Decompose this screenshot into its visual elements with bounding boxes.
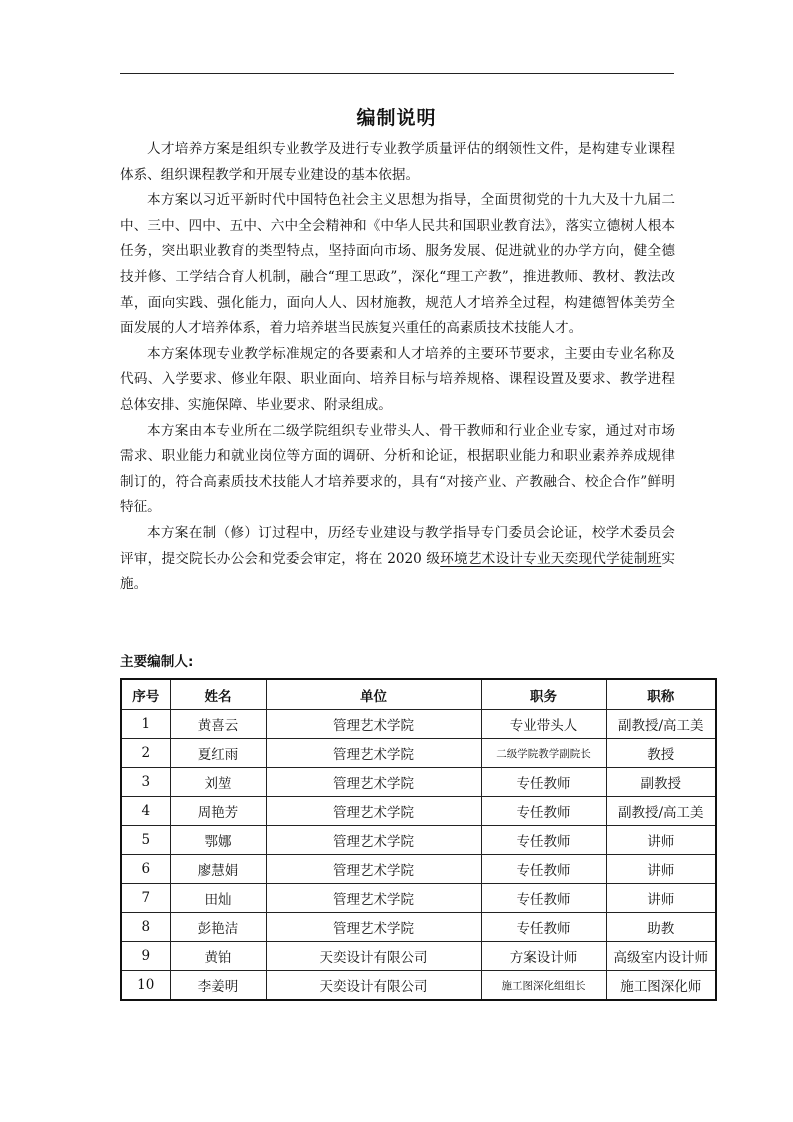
- cell-post: 二级学院教学副院长: [481, 739, 606, 768]
- cell-no: 5: [121, 826, 170, 855]
- cell-name: 鄂娜: [170, 826, 266, 855]
- cell-no: 4: [121, 797, 170, 826]
- cell-title: 助教: [606, 913, 716, 942]
- cell-no: 7: [121, 884, 170, 913]
- header-post: 职务: [481, 679, 606, 710]
- paragraph-3: 本方案体现专业教学标准规定的各要素和人才培养的主要环节要求，主要由专业名称及代码、入学要求、修业年限、职业面向、培养目标与培养规格、课程设置及要求、教学进程总体安排、实施保障、毕业要求、附录组成。: [120, 345, 675, 413]
- header-no: 序号: [121, 679, 170, 710]
- cell-name: 刘堃: [170, 768, 266, 797]
- cell-title: 施工图深化师: [606, 971, 716, 1001]
- header-unit: 单位: [266, 679, 481, 710]
- cell-name: 黄铂: [170, 942, 266, 971]
- cell-post: 专任教师: [481, 797, 606, 826]
- cell-post: 专任教师: [481, 768, 606, 797]
- cell-title: 讲师: [606, 826, 716, 855]
- cell-unit: 天奕设计有限公司: [266, 971, 481, 1001]
- cell-unit: 管理艺术学院: [266, 710, 481, 739]
- paragraph-2: 本方案以习近平新时代中国特色社会主义思想为指导，全面贯彻党的十九大及十九届二中、三中、四中、五中、六中全会精神和《中华人民共和国职业教育法》，落实立德树人根本任务，突出职业教育的类型特点，坚持面向市场、服务发展、促进就业的办学方向，健全德技并修、工学结合育人机制，融合“理工思政”，深化“理工产教”，推进教师、教材、教法改革，面向实践、强化能力，面向人人、因材施教，规范人才培养全过程，构建德智体美劳全面发展的人才培养体系，着力培养堪当民族复兴重任的高素质技术技能人才。: [120, 192, 675, 337]
- cell-name: 李姜明: [170, 971, 266, 1001]
- cell-no: 6: [121, 855, 170, 884]
- cell-post: 专任教师: [481, 884, 606, 913]
- cell-name: 夏红雨: [170, 739, 266, 768]
- cell-title: 副教授/高工美: [606, 710, 716, 739]
- cell-no: 8: [121, 913, 170, 942]
- editors-label: 主要编制人:: [120, 654, 194, 670]
- cell-post: 专任教师: [481, 913, 606, 942]
- cell-unit: 管理艺术学院: [266, 884, 481, 913]
- cell-post: 专业带头人: [481, 710, 606, 739]
- cell-title: 副教授: [606, 768, 716, 797]
- cell-no: 9: [121, 942, 170, 971]
- table-row: [121, 913, 716, 942]
- paragraph-4: 本方案由本专业所在二级学院组织专业带头人、骨干教师和行业企业专家，通过对市场需求、职业能力和就业岗位等方面的调研、分析和论证，根据职业能力和职业素养养成规律制订的，符合高素质技术技能人才培养要求的，具有“对接产业、产教融合、校企合作”鲜明特征。: [120, 422, 675, 516]
- cell-no: 2: [121, 739, 170, 768]
- table-row: [121, 971, 716, 1001]
- table-row: [121, 826, 716, 855]
- table-row: [121, 942, 716, 971]
- cell-no: 3: [121, 768, 170, 797]
- cell-name: 彭艳洁: [170, 913, 266, 942]
- page-title: 编制说明: [356, 107, 437, 129]
- paragraph-5: [120, 521, 675, 598]
- table-row: [121, 739, 716, 768]
- editors-table: [120, 678, 717, 1001]
- cell-post: 施工图深化组组长: [481, 971, 606, 1001]
- table-row: [121, 768, 716, 797]
- table-row: [121, 797, 716, 826]
- cell-post: 专任教师: [481, 826, 606, 855]
- cell-unit: 管理艺术学院: [266, 855, 481, 884]
- cell-name: 田灿: [170, 884, 266, 913]
- program-class-name: 环境艺术设计专业天奕现代学徒制班: [440, 550, 662, 567]
- cell-name: 廖慧娟: [170, 855, 266, 884]
- cell-unit: 管理艺术学院: [266, 739, 481, 768]
- cell-unit: 天奕设计有限公司: [266, 942, 481, 971]
- header-title: 职称: [606, 679, 716, 710]
- cell-title: 教授: [606, 739, 716, 768]
- cell-title: 讲师: [606, 884, 716, 913]
- cell-unit: 管理艺术学院: [266, 826, 481, 855]
- paragraph-1: 人才培养方案是组织专业教学及进行专业教学质量评估的纲领性文件，是构建专业课程体系、组织课程教学和开展专业建设的基本依据。: [120, 141, 675, 183]
- header-rule: [120, 73, 674, 74]
- paragraph-5-text-before: 本方案在制（修）订过程中，历经专业建设与教学指导专门委员会论证，校学术委员会评审，提交院长办公会和党委会审定，将在 2020 级: [120, 524, 675, 567]
- cell-title: 讲师: [606, 855, 716, 884]
- cell-no: 10: [121, 971, 170, 1001]
- cell-post: 方案设计师: [481, 942, 606, 971]
- cell-unit: 管理艺术学院: [266, 768, 481, 797]
- cell-unit: 管理艺术学院: [266, 797, 481, 826]
- cell-no: 1: [121, 710, 170, 739]
- cell-name: 黄喜云: [170, 710, 266, 739]
- table-header-row: [121, 679, 716, 710]
- cell-title: 高级室内设计师: [606, 942, 716, 971]
- cell-title: 副教授/高工美: [606, 797, 716, 826]
- cell-name: 周艳芳: [170, 797, 266, 826]
- table-row: [121, 710, 716, 739]
- paragraph-5-text-after: 实施。: [120, 550, 675, 593]
- table-row: [121, 884, 716, 913]
- header-name: 姓名: [170, 679, 266, 710]
- table-row: [121, 855, 716, 884]
- cell-unit: 管理艺术学院: [266, 913, 481, 942]
- cell-post: 专任教师: [481, 855, 606, 884]
- body-text: [120, 137, 675, 598]
